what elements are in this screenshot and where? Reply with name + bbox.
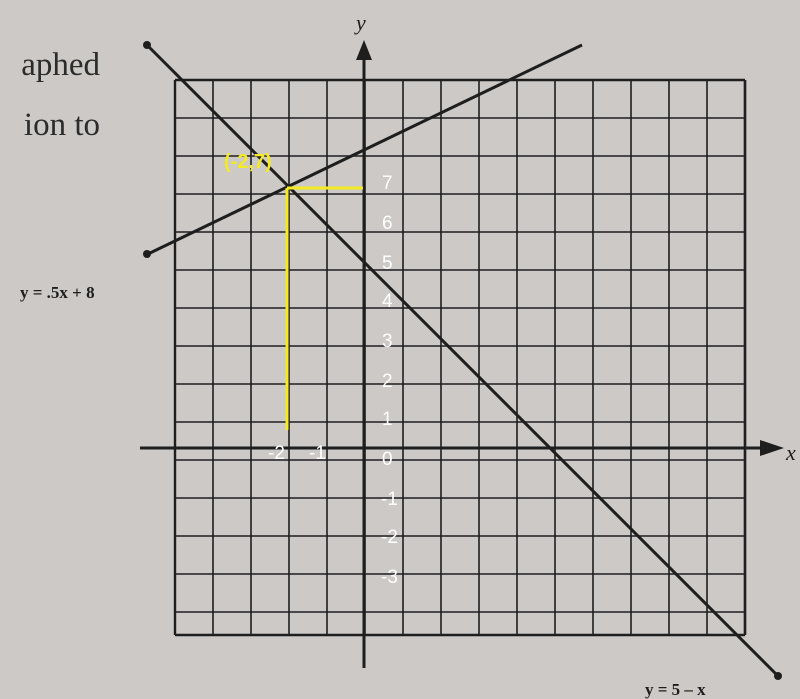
y-axis-label: y bbox=[356, 10, 366, 35]
intersection-point-label: (-2,7) bbox=[224, 151, 272, 173]
y-tick-label: 1 bbox=[382, 409, 393, 430]
x-axis-arrow-icon bbox=[760, 440, 784, 456]
y-tick-label: 0 bbox=[382, 449, 393, 470]
text-fragment-2: ion to bbox=[23, 107, 100, 143]
y-tick-label: -3 bbox=[381, 567, 398, 588]
y-axis-arrow-icon bbox=[356, 40, 372, 60]
y-tick-label: 7 bbox=[382, 173, 393, 194]
line-b bbox=[143, 41, 782, 680]
x-tick-label-neg2: -2 bbox=[268, 443, 285, 464]
text-fragment-1: aphed bbox=[21, 47, 100, 83]
equation-label-a: y = .5x + 8 bbox=[20, 283, 95, 302]
y-tick-label: -2 bbox=[381, 527, 398, 548]
x-axis-label: x bbox=[786, 440, 796, 465]
y-tick-label: 4 bbox=[382, 291, 393, 312]
y-tick-label: 6 bbox=[382, 213, 393, 234]
x-axis bbox=[140, 440, 784, 456]
equation-label-b: y = 5 – x bbox=[645, 680, 706, 699]
y-tick-label: 2 bbox=[382, 371, 393, 392]
y-tick-label: 3 bbox=[382, 331, 393, 352]
y-tick-labels bbox=[381, 173, 398, 588]
y-tick-label: -1 bbox=[381, 489, 398, 510]
x-tick-label-neg1: -1 bbox=[309, 443, 326, 464]
y-tick-label: 5 bbox=[382, 253, 393, 274]
